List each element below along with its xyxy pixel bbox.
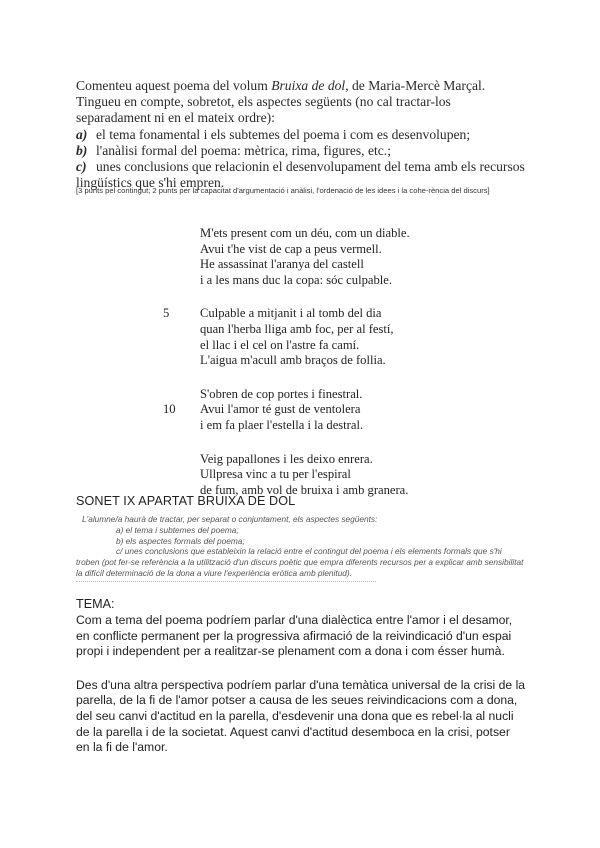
tema-paragraph-2: Des d'una altra perspectiva podríem parlar d'una temàtica universal de la crisi de la parella, de la fi de l'amor potser a causa de les seues reivindicacions com a dona, del seu canvi d'actitud en la parella, d'esdevenir una dona que es rebel·la al nucli de la parella i de la societat. Aquest canvi d'actitud desemboca en la crisi, potser en la fi de l'amor.	[76, 677, 526, 755]
verse-line	[163, 402, 410, 418]
intro-item-a	[76, 127, 526, 143]
stanza-4	[200, 452, 410, 499]
intro-text-start: Comenteu aquest poema del volum	[76, 78, 272, 93]
item-text: l'anàlisi formal del poema: mètrica, rima, figures, etc.;	[96, 142, 391, 158]
item-text: unes conclusions que relacionin el desenvolupament del tema amb els recursos	[96, 159, 525, 175]
verse-text: i em fa plaer l'estella i la destral.	[200, 417, 364, 432]
verse-text: Culpable a mitjanit i al tomb del dia	[200, 306, 382, 321]
verse-line	[200, 338, 410, 354]
book-title: Bruixa de dol	[271, 78, 346, 93]
verse-line	[200, 242, 410, 258]
verse-line	[200, 226, 410, 242]
stanza-2	[163, 306, 410, 368]
tema-label: TEMA:	[76, 597, 115, 611]
line-number: 10	[163, 402, 176, 417]
item-text-continuation: lingüístics que s'hi empren.	[76, 175, 225, 191]
item-text: el tema fonamental i els subtemes del poema i com es desenvolupen;	[96, 126, 471, 142]
intro-paragraph	[76, 78, 526, 127]
verse-line	[200, 273, 410, 289]
verse-text: quan l'herba lliga amb foc, per al festí,	[200, 321, 394, 336]
verse-text: Veig papallones i les deixo enrera.	[200, 451, 373, 466]
item-label: a)	[76, 126, 88, 142]
tema-body	[76, 613, 526, 774]
item-label: c)	[76, 159, 87, 175]
verse-text: Avui t'he vist de cap a peus vermell.	[200, 241, 382, 256]
verse-line	[200, 467, 410, 483]
verse-line	[163, 306, 410, 322]
instructions-item-b: b) els aspectes formals del poema;	[116, 535, 245, 546]
verse-text: i a les mans duc la copa: sóc culpable.	[200, 272, 392, 287]
verse-line	[200, 418, 410, 434]
intro-text-end: , de Maria-Mercè Marçal. Tingueu en compte, sobretot, els aspectes següents (no cal tractar-los separadament ni en el mateix ordre):	[76, 78, 486, 126]
tema-paragraph-1: Com a tema del poema podríem parlar d'una dialèctica entre l'amor i el desamor, en conflicte permanent per la progressiva afirmació de la reivindicació d'un espai propi i independent per a realitzar-se plenament com a dona i com ésser humà.	[76, 613, 513, 659]
verse-text: el llac i el cel on l'astre fa camí.	[200, 337, 360, 352]
exam-intro	[76, 78, 526, 191]
verse-text: de fum, amb vol de bruixa i amb granera.	[200, 482, 409, 497]
verse-text: Avui l'amor té gust de ventolera	[200, 402, 361, 417]
scoring-note: [3 punts pel contingut; 2 punts per la capacitat d'argumentació i anàlisi, l'ordenació de les idees i la cohe-rència del discurs]	[76, 186, 490, 195]
verse-text: Ullpresa vinc a tu per l'espiral	[200, 467, 351, 482]
verse-line	[200, 452, 410, 468]
stanza-1	[200, 226, 410, 288]
verse-text: L'aigua m'acull amb braços de follia.	[200, 353, 386, 368]
instructions-item-a: a) el tema i subtemes del poema;	[116, 524, 239, 535]
instructions-intro: L'alumne/a haurà de tractar, per separat o conjuntament, els aspectes següents:	[82, 514, 378, 524]
stanza-3	[163, 386, 410, 434]
intro-item-b	[76, 143, 526, 159]
verse-text: M'ets present com un déu, com un diable.	[200, 226, 410, 240]
section-heading: SONET IX APARTAT BRUIXA DE DOL	[76, 494, 296, 508]
verse-line	[200, 322, 410, 338]
verse-text: He assassinat l'aranya del castell	[200, 257, 364, 272]
verse-line	[200, 353, 410, 369]
verse-text: S'obren de cop portes i finestral.	[200, 386, 363, 401]
instructions-item-c: c/ unes conclusions que estableixin la relació entre el contingut del poema i els elements formals que s'hi troben (pot fer-se referència a la utilització d'un discurs poètic que empra diferents recursos per a explicar amb sensibilitat la difícil determinació de la dona a viure l'experiència eròtica amb plenitud).	[76, 546, 524, 578]
poem	[163, 226, 410, 498]
verse-line	[200, 257, 410, 273]
intro-item-c	[76, 159, 526, 175]
verse-line	[200, 387, 410, 403]
line-number: 5	[163, 306, 170, 321]
item-label: b)	[76, 142, 88, 158]
cutoff-line	[76, 581, 376, 584]
instructions-block	[76, 514, 526, 594]
